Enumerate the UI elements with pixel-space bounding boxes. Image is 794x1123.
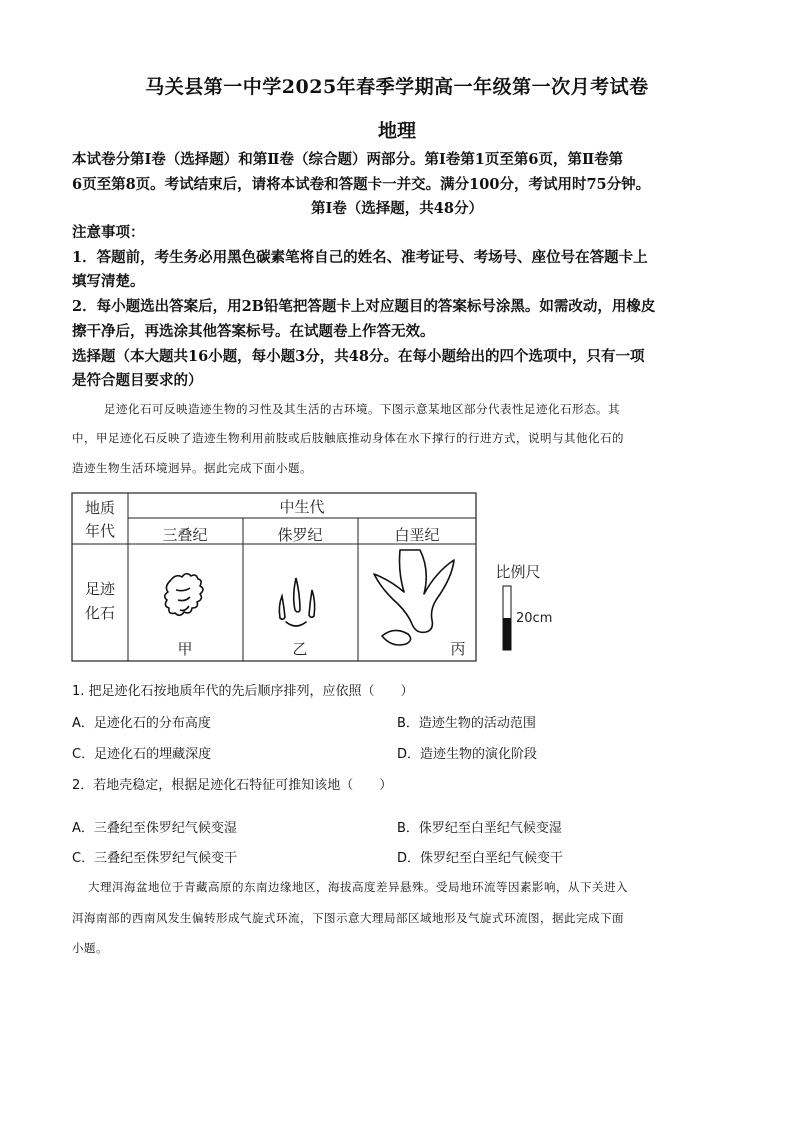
passage-1-line-1: 足迹化石可反映造迹生物的习性及其生活的古环境。下图示意某地区部分代表性足迹化石形态。其: [104, 402, 620, 416]
q1-option-a[interactable]: A．足迹化石的分布高度: [72, 716, 211, 731]
exam-title: 马关县第一中学2025年春季学期高一年级第一次月考试卷: [145, 76, 649, 98]
fossil-label-yi: 乙: [292, 640, 308, 658]
period-cretaceous: 白垩纪: [394, 526, 440, 544]
passage-1-line-3: 造迹生物生活环境迥异。据此完成下面小题。: [72, 461, 312, 475]
fossil-label-bing: 丙: [450, 640, 466, 658]
row-label-age-2: 年代: [84, 522, 116, 540]
intro-line-2: 6页至第8页。考试结束后，请将本试卷和答题卡一并交。满分100分，考试用时75分钟。: [72, 176, 651, 193]
notes-heading: 注意事项：: [72, 224, 145, 241]
fossil-label-jia: 甲: [177, 640, 193, 658]
passage-2-line-2: 洱海南部的西南风发生偏转形成气旋式环流，下图示意大理局部区域地形及气旋式环流图，据此完成下面: [72, 911, 624, 925]
period-jurassic: 侏罗纪: [277, 526, 323, 544]
row-label-fossil-1: 足迹: [84, 580, 116, 598]
passage-2-line-1: 大理洱海盆地位于青藏高原的东南边缘地区，海拔高度差异悬殊。受局地环流等因素影响，从下关进入: [88, 880, 628, 894]
mc-instructions-line-1: 选择题（本大题共16小题，每小题3分，共48分。在每小题给出的四个选项中，只有一项: [72, 348, 645, 365]
notes-item-1-line-2: 填写清楚。: [72, 273, 145, 290]
scale-bar-fill: [503, 618, 511, 650]
q2-option-a[interactable]: A．三叠纪至侏罗纪气候变湿: [72, 821, 237, 836]
footprint-yi-icon: [279, 578, 314, 626]
passage-2-line-3: 小题。: [72, 941, 108, 955]
q2-option-b[interactable]: B．侏罗纪至白垩纪气候变湿: [397, 821, 562, 836]
era-label: 中生代: [279, 498, 325, 516]
q2-option-d[interactable]: D．侏罗纪至白垩纪气候变干: [397, 851, 564, 866]
section-title: 第Ⅰ卷（选择题，共48分）: [311, 200, 483, 217]
subject-title: 地理: [377, 120, 416, 142]
period-triassic: 三叠纪: [162, 526, 208, 544]
q1-stem: 1. 把足迹化石按地质年代的先后顺序排列，应依照（ ）: [72, 684, 414, 699]
intro-line-1: 本试卷分第Ⅰ卷（选择题）和第Ⅱ卷（综合题）两部分。第Ⅰ卷第1页至第6页，第Ⅱ卷第: [72, 151, 624, 168]
q1-option-d[interactable]: D．造迹生物的演化阶段: [397, 747, 538, 762]
notes-item-1-line-1: 1．答题前，考生务必用黑色碳素笔将自己的姓名、准考证号、考场号、座位号在答题卡上: [72, 249, 648, 266]
passage-1-line-2: 中，甲足迹化石反映了造迹生物利用前肢或后肢触底推动身体在水下撑行的行进方式，说明与其他化石的: [72, 431, 624, 445]
q2-option-c[interactable]: C．三叠纪至侏罗纪气候变干: [72, 851, 238, 866]
notes-item-2-line-1: 2．每小题选出答案后，用2B铅笔把答题卡上对应题目的答案标号涂黑。如需改动，用橡皮: [72, 298, 656, 315]
footprint-fossil-figure: [60, 486, 580, 668]
notes-item-2-line-2: 擦干净后，再选涂其他答案标号。在试题卷上作答无效。: [72, 323, 435, 340]
scale-title: 比例尺: [495, 563, 541, 581]
q1-option-b[interactable]: B．造迹生物的活动范围: [397, 716, 536, 731]
footprint-bing-icon: [374, 550, 454, 645]
q2-stem: 2．若地壳稳定，根据足迹化石特征可推知该地（ ）: [72, 778, 393, 793]
q1-option-c[interactable]: C．足迹化石的埋藏深度: [72, 747, 212, 762]
row-label-fossil-2: 化石: [84, 604, 116, 622]
scale-value: 20cm: [516, 611, 553, 626]
row-label-age-1: 地质: [84, 499, 116, 517]
footprint-jia-icon: [165, 574, 203, 616]
mc-instructions-line-2: 是符合题目要求的）: [72, 372, 203, 389]
